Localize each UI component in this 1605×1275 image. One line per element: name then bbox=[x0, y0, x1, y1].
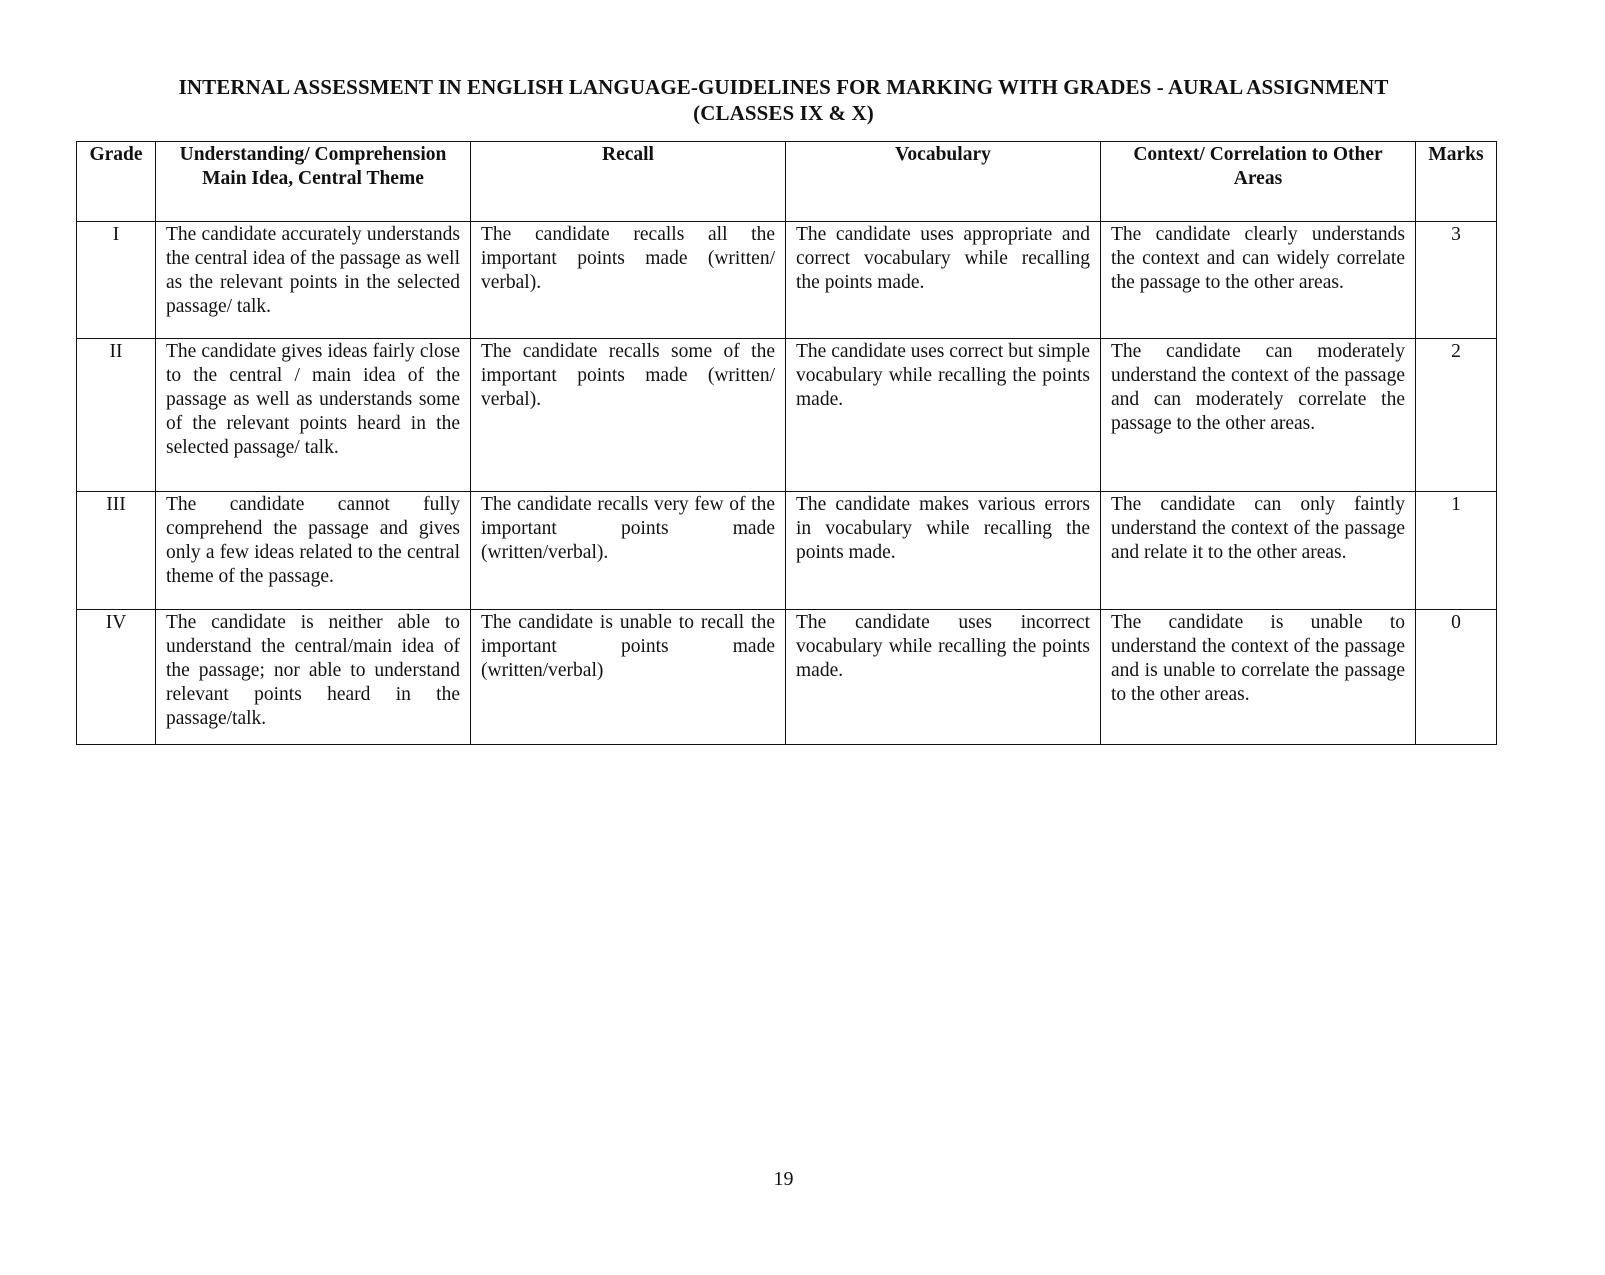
cell-marks: 0 bbox=[1416, 610, 1497, 745]
header-context: Context/ Correlation to Other Areas bbox=[1101, 142, 1416, 222]
cell-grade: III bbox=[77, 492, 156, 610]
cell-understanding: The candidate cannot fully comprehend the passage and gives only a few ideas related to the central theme of the passage. bbox=[156, 492, 471, 610]
cell-marks: 1 bbox=[1416, 492, 1497, 610]
cell-grade: I bbox=[77, 222, 156, 339]
cell-recall: The candidate recalls all the important points made (written/ verbal). bbox=[471, 222, 786, 339]
table-header bbox=[77, 142, 1497, 222]
cell-context: The candidate can only faintly understand the context of the passage and relate it to the other areas. bbox=[1101, 492, 1416, 610]
cell-vocabulary: The candidate makes various errors in vocabulary while recalling the points made. bbox=[786, 492, 1101, 610]
cell-recall: The candidate recalls some of the important points made (written/ verbal). bbox=[471, 339, 786, 492]
table-row bbox=[77, 339, 1497, 492]
cell-grade: II bbox=[77, 339, 156, 492]
cell-grade: IV bbox=[77, 610, 156, 745]
cell-vocabulary: The candidate uses correct but simple vocabulary while recalling the points made. bbox=[786, 339, 1101, 492]
cell-context: The candidate can moderately understand the context of the passage and can moderately correlate the passage to the other areas. bbox=[1101, 339, 1416, 492]
table-row bbox=[77, 492, 1497, 610]
cell-understanding: The candidate accurately understands the central idea of the passage as well as the relevant points in the selected passage/ talk. bbox=[156, 222, 471, 339]
grading-rubric-table bbox=[76, 141, 1497, 745]
table-row bbox=[77, 222, 1497, 339]
cell-recall: The candidate is unable to recall the important points made (written/verbal) bbox=[471, 610, 786, 745]
cell-context: The candidate is unable to understand the context of the passage and is unable to correlate the passage to the other areas. bbox=[1101, 610, 1416, 745]
header-vocabulary: Vocabulary bbox=[786, 142, 1101, 222]
header-recall: Recall bbox=[471, 142, 786, 222]
cell-marks: 3 bbox=[1416, 222, 1497, 339]
page-title bbox=[60, 74, 1507, 126]
cell-recall: The candidate recalls very few of the important points made (written/verbal). bbox=[471, 492, 786, 610]
header-grade: Grade bbox=[77, 142, 156, 222]
header-understanding: Understanding/ Comprehension Main Idea, Central Theme bbox=[156, 142, 471, 222]
cell-marks: 2 bbox=[1416, 339, 1497, 492]
cell-vocabulary: The candidate uses incorrect vocabulary while recalling the points made. bbox=[786, 610, 1101, 745]
cell-context: The candidate clearly understands the context and can widely correlate the passage to the other areas. bbox=[1101, 222, 1416, 339]
cell-vocabulary: The candidate uses appropriate and correct vocabulary while recalling the points made. bbox=[786, 222, 1101, 339]
table-row bbox=[77, 610, 1497, 745]
page-title-line-2: (CLASSES IX & X) bbox=[693, 101, 874, 125]
header-marks: Marks bbox=[1416, 142, 1497, 222]
cell-understanding: The candidate is neither able to understand the central/main idea of the passage; nor able to understand relevant points heard in the passage/talk. bbox=[156, 610, 471, 745]
table-body bbox=[77, 222, 1497, 745]
header-row bbox=[77, 142, 1497, 222]
cell-understanding: The candidate gives ideas fairly close to the central / main idea of the passage as well as understands some of the relevant points heard in the selected passage/ talk. bbox=[156, 339, 471, 492]
page-number: 19 bbox=[773, 1168, 794, 1190]
page-title-line-1: INTERNAL ASSESSMENT IN ENGLISH LANGUAGE-GUIDELINES FOR MARKING WITH GRADES - AURAL ASSIGNMENT bbox=[178, 75, 1389, 99]
